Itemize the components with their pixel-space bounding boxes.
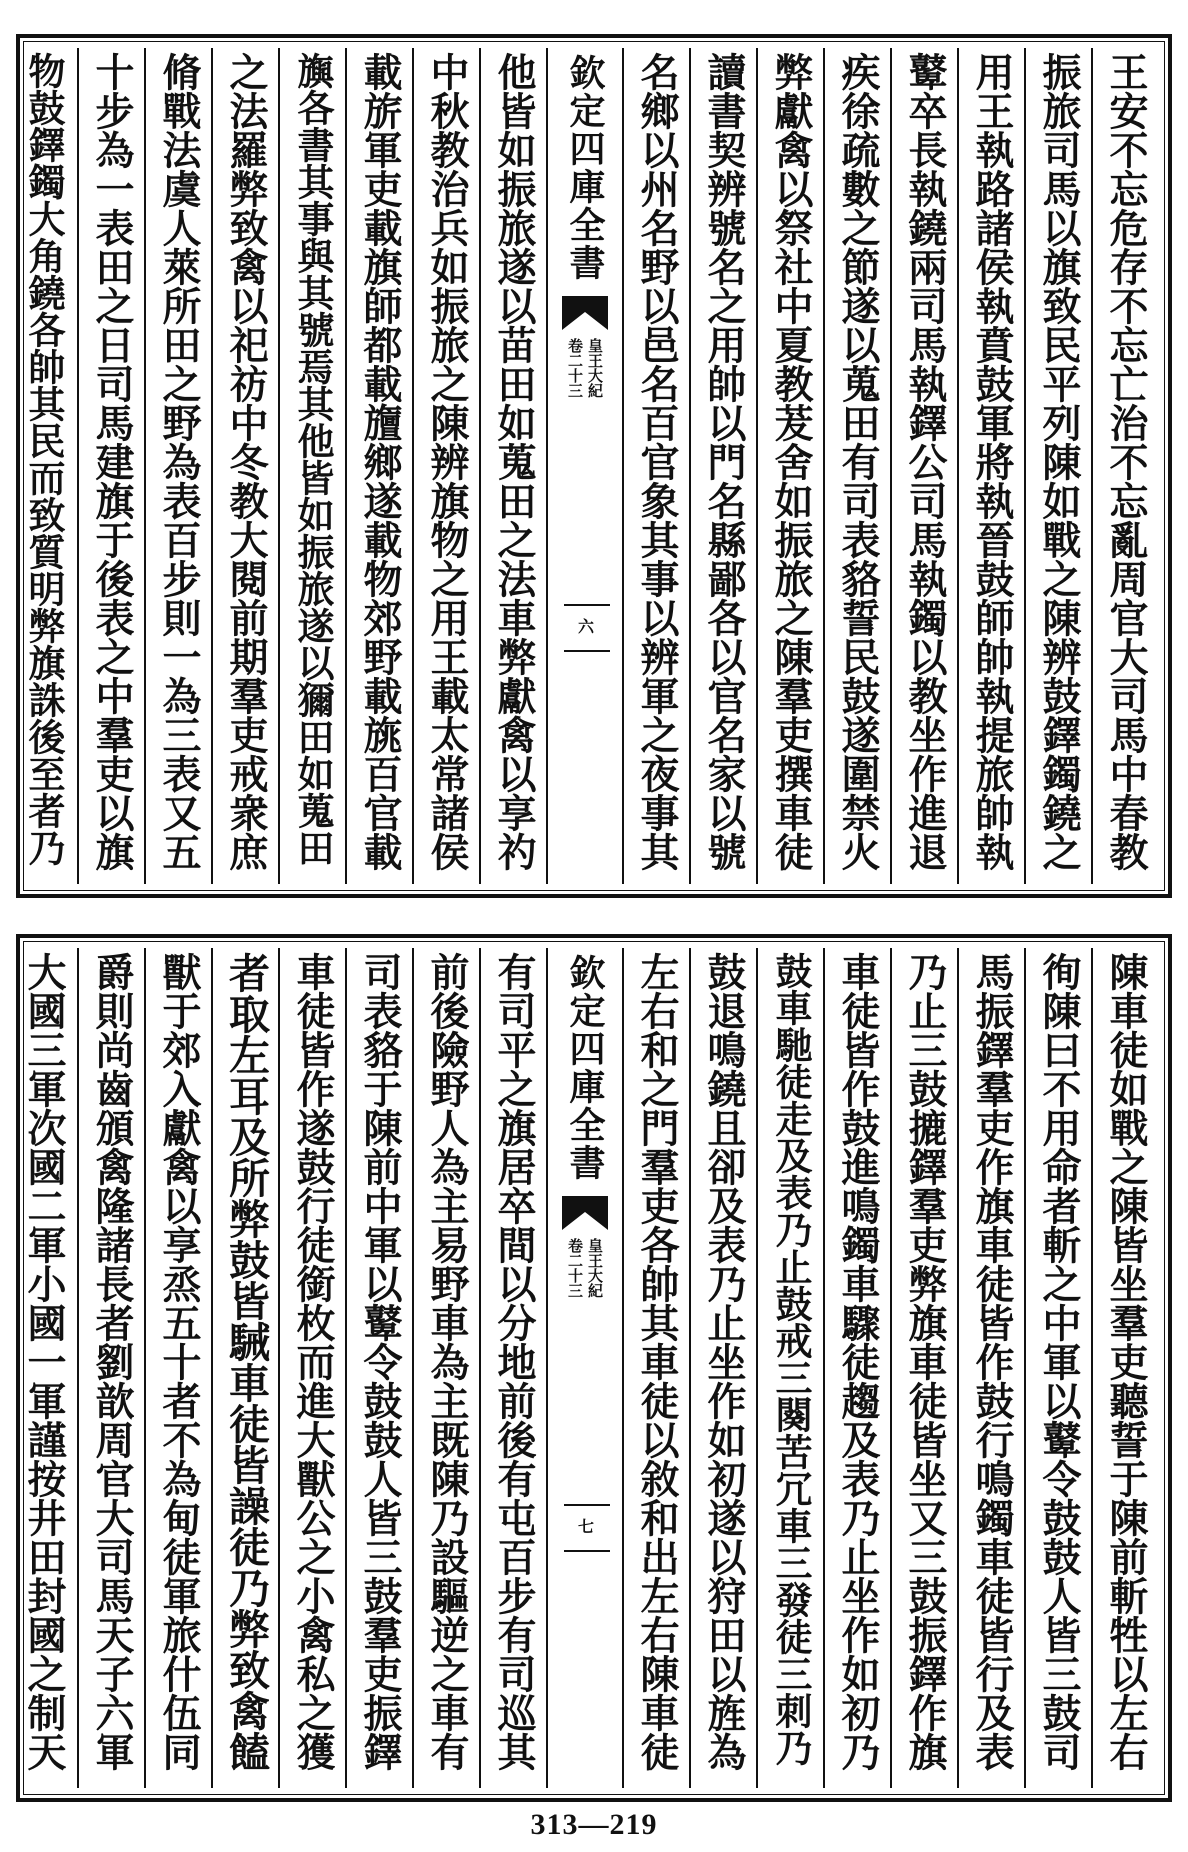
text-column <box>689 48 756 884</box>
column-text: 名鄉以州名野以邑名百官象其事以辨軍之夜事其 <box>634 52 680 871</box>
center-margin-column <box>546 48 622 884</box>
text-column <box>211 48 278 884</box>
leaf-number: 七 <box>578 1517 595 1536</box>
text-column <box>1091 948 1158 1788</box>
column-text: 陳車徒如戰之陳皆坐羣吏聽誓于陳前斬牲以左右 <box>1103 952 1149 1771</box>
text-column <box>756 48 823 884</box>
text-column <box>1091 48 1158 884</box>
text-column <box>1024 48 1091 884</box>
text-column <box>10 48 77 884</box>
column-text: 徇陳曰不用命者斬之中軍以鼙令鼓鼓人皆三鼓司 <box>1036 952 1082 1771</box>
text-column <box>278 948 345 1788</box>
column-text: 鼙卒長執鐃兩司馬執鐸公司馬執鐲以教坐作進退 <box>902 52 948 871</box>
column-text: 大國三軍次國二軍小國一軍謹按井田封國之制天 <box>21 952 67 1771</box>
column-text: 馬振鐸羣吏作旗車徒皆作鼓行鳴鐲車徒皆行及表 <box>969 952 1015 1771</box>
book-title: 欽定四庫全書 <box>564 54 606 282</box>
column-text: 車徒皆作鼓進鳴鐲車驟徒趨及表乃止坐作如初乃 <box>835 952 881 1771</box>
section-label <box>565 1238 605 1298</box>
column-text: 之法羅弊致禽以祀祊中冬教大閱前期羣吏戒衆庶 <box>223 52 269 871</box>
column-text: 者取左耳及所弊鼓皆駴車徒皆譟徒乃弊致禽饁 <box>222 952 270 1772</box>
text-column <box>412 48 479 884</box>
column-text: 車徒皆作遂鼓行徒銜枚而進大獸公之小禽私之獲 <box>290 952 336 1771</box>
text-column <box>77 48 144 884</box>
text-column <box>689 948 756 1788</box>
column-text: 乃止三鼓摝鐸羣吏弊旗車徒皆坐又三鼓振鐸作旗 <box>902 952 948 1771</box>
column-text: 有司平之旗居卒間以分地前後有屯百步有司巡其 <box>491 952 537 1771</box>
text-column <box>479 948 546 1788</box>
column-text: 王安不忘危存不忘亡治不忘亂周官大司馬中春教 <box>1103 52 1149 871</box>
column-text: 讀書契辨號名之用帥以門名縣鄙各以官名家以號 <box>701 52 747 871</box>
center-margin-column <box>546 948 622 1788</box>
column-text: 疾徐疏數之節遂以蒐田有司表貉誓民鼓遂圍禁火 <box>835 52 881 871</box>
text-column <box>278 48 345 884</box>
volume-number: 卷二十三 <box>566 1238 584 1298</box>
column-text: 他皆如振旅遂以苗田如蒐田之法車弊獻禽以享礿 <box>491 52 537 871</box>
volume-number: 卷二十三 <box>566 338 584 398</box>
work-title: 皇王大紀 <box>586 1238 604 1298</box>
work-title: 皇王大紀 <box>586 338 604 398</box>
column-text: 十步為一表田之日司馬建旗于後表之中羣吏以旗 <box>89 52 135 871</box>
column-text: 左右和之門羣吏各帥其車徒以敘和出左右陳車徒 <box>634 952 680 1771</box>
column-text: 物鼓鐸鐲大角鐃各帥其民而致質明弊旗誅後至者乃 <box>22 52 66 866</box>
column-text: 載旂軍吏載旗師都載旜鄉遂載物郊野載旐百官載 <box>357 52 403 871</box>
text-column <box>823 48 890 884</box>
text-column <box>412 948 479 1788</box>
text-column <box>890 48 957 884</box>
text-column <box>957 48 1024 884</box>
text-column <box>756 948 823 1788</box>
text-column <box>957 948 1024 1788</box>
column-text: 旟各書其事與其號焉其他皆如振旅遂以獮田如蒐田 <box>291 52 335 866</box>
text-column <box>823 948 890 1788</box>
page-number-rule-top <box>564 1504 610 1506</box>
text-column <box>144 48 211 884</box>
page-footer-number: 313—219 <box>530 1808 658 1841</box>
section-label <box>565 338 605 398</box>
bottom-page-columns <box>21 948 1158 1788</box>
page-number-rule-top <box>564 604 610 606</box>
column-text: 脩戰法虞人萊所田之野為表百步則一為三表又五 <box>156 52 202 871</box>
text-column <box>890 948 957 1788</box>
text-column <box>622 948 689 1788</box>
text-column <box>479 48 546 884</box>
text-column <box>1024 948 1091 1788</box>
text-column <box>345 948 412 1788</box>
text-column <box>10 948 77 1788</box>
text-column <box>77 948 144 1788</box>
fishtail-mark-icon <box>562 1196 608 1230</box>
bottom-page <box>16 934 1172 1802</box>
column-text: 中秋教治兵如振旅之陳辨旗物之用王載太常諸侯 <box>424 52 470 871</box>
column-text: 獸于郊入獻禽以享烝五十者不為甸徒軍旅什伍同 <box>156 952 202 1771</box>
column-text: 司表貉于陳前中軍以鼙令鼓鼓人皆三鼓羣吏振鐸 <box>357 952 403 1771</box>
column-text: 前後險野人為主易野車為主既陳乃設驅逆之車有 <box>424 952 470 1771</box>
column-text: 振旅司馬以旗致民平列陳如戰之陳辨鼓鐸鐲鐃之 <box>1036 52 1082 871</box>
book-title: 欽定四庫全書 <box>564 954 606 1182</box>
text-column <box>211 948 278 1788</box>
column-text: 鼓退鳴鐃且卻及表乃止坐作如初遂以狩田以旌為 <box>701 952 747 1771</box>
top-page-columns <box>22 48 1158 884</box>
column-text: 鼓車馳徒走及表乃止鼓戒三闋苦冗車三發徒三刺乃 <box>769 952 813 1766</box>
column-text: 用王執路諸侯執賁鼓軍將執晉鼓師帥執提旅帥執 <box>969 52 1015 871</box>
leaf-number: 六 <box>578 617 595 636</box>
page-number-rule-bottom <box>564 1550 610 1552</box>
column-text: 弊獻禽以祭社中夏教茇舍如振旅之陳羣吏撰車徒 <box>768 52 814 871</box>
column-text: 爵則尚齒頒禽隆諸長者劉歆周官大司馬天子六軍 <box>89 952 135 1771</box>
page-number-rule-bottom <box>564 650 610 652</box>
text-column <box>345 48 412 884</box>
top-page <box>16 34 1172 898</box>
text-column <box>622 48 689 884</box>
text-column <box>144 948 211 1788</box>
fishtail-mark-icon <box>562 296 608 330</box>
